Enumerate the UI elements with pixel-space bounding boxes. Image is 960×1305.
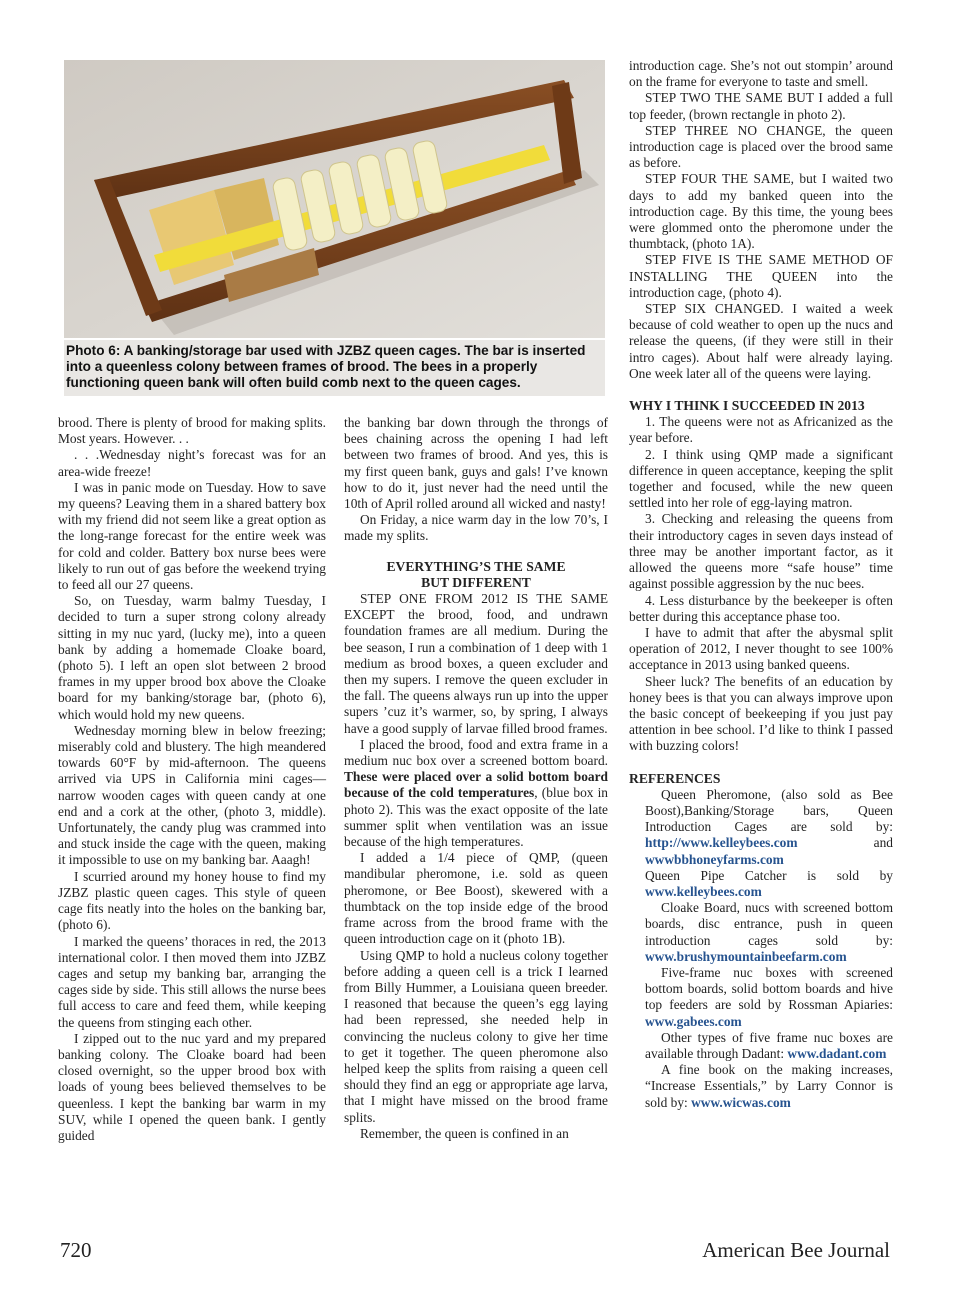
list-item: 1. The queens were not as Africanized as the year before. [629,414,893,446]
text-run: Cloake Board, nucs with screened bottom boards, disc entrance, push in queen introduction cages sold by: [645,900,893,948]
paragraph: STEP FIVE IS THE SAME METHOD OF INSTALLING THE QUEEN into the introduction cage, (photo 4). [629,252,893,300]
text-run: , (blue box in photo 2). This was the exact opposite of the late summer split when ventilation was an issue because of the high temperatures. [344,785,609,850]
reference-item [629,787,893,868]
reference-link[interactable]: www.brushymountainbeefarm.com [645,948,847,964]
reference-item [629,1030,893,1062]
photo-banking-bar [64,60,605,338]
reference-link[interactable]: www.dadant.com [787,1045,887,1061]
reference-item [629,965,893,1030]
reference-link[interactable]: wwwbbhoneyfarms.com [645,851,784,867]
paragraph: I zipped out to the nuc yard and my prepared banking colony. The Cloake board had been closed overnight, so the upper brood box with loads of young bees believed themselves to be queenless. I kept the banking bar warm in my SUV, while I opened the queen bank. I gently guided [58,1030,326,1143]
text-run: Other types of five frame nuc boxes are available through Dadant: [645,1029,893,1061]
text-run: Queen Pheromone, (also sold as Bee Boost),Banking/Storage bars, Queen Introduction Cages are sold by: [645,786,893,835]
paragraph: brood. There is plenty of brood for making splits. Most years. However. . . [58,415,326,447]
paragraph: STEP ONE FROM 2012 IS THE SAME EXCEPT the brood, food, and undrawn foundation frames are all medium. During the bee season, I run a combination of 1 deep with 1 medium as brood boxes, a queen excluder and then my supers. I remove the queen excluder in the fall. The queens always run up into the upper supers ’cuz it’s warmer, so, by spring, I always have a good supply of larvae filled brood frames. [344,591,608,736]
paragraph: Wednesday morning blew in below freezing; miserably cold and blustery. The high meandered towards 60°F by mid-afternoon. The queens arrived via UPS in California mini cages—narrow wooden cages with queen candy at one end and a cork at the other, (photo 3, middle). Unfortunately, the candy plug was crammed into and stuck inside the cage with the queen, making it impossible to use on my banking bar. Aaagh! [58,722,326,868]
paragraph: . . .Wednesday night’s forecast was for an area-wide freeze! [58,447,326,479]
reference-item [629,868,893,900]
reference-item [629,900,893,965]
reference-link[interactable]: www.gabees.com [645,1013,742,1029]
paragraph: Remember, the queen is confined in an [360,1125,569,1141]
list-item: 2. I think using QMP made a significant difference in queen acceptance, keeping the split together and focused, while the new queen settled into her role of egg-laying matron. [629,446,893,511]
references-heading: REFERENCES [629,770,721,786]
page-number: 720 [60,1238,92,1262]
paragraph: STEP FOUR THE SAME, but I waited two days to add my banked queen into the introduction cage. By this time, the young bees were glommed onto the pheromone under the thumbtack, (photo 1A). [629,171,893,252]
paragraph: I marked the queens’ thoraces in red, the 2013 international color. I then moved them into JZBZ cages and setup my banking bar, arranging the cages side by side. This still allows the nurse bees full access to care and feed them, while keeping the queens from stinging each other. [58,933,326,1030]
text-run: A fine book on the making increases, “Increase Essentials,” by Larry Connor is sold by: [645,1062,893,1110]
column-1 [58,415,326,1144]
paragraph: introduction cage. She’s not out stompin’ around on the frame for everyone to taste and smell. [629,58,893,90]
paragraph: the banking bar down through the throngs of bees chaining across the opening I had left between two frames of brood. And yes, this is my first queen bank, guys and gals! I’ve known how to do it, just never had the need until the 10th of April rolled around all wicked and nasty! [344,415,608,512]
paragraph: STEP TWO THE SAME BUT I added a full top feeder, (brown rectangle in photo 2). [629,90,893,122]
reference-item [629,1062,893,1111]
paragraph: STEP THREE NO CHANGE, the queen introduction cage is placed over the brood same as before. [629,122,893,171]
text-run: and [797,835,893,851]
text-run: I placed the brood, food and extra frame in a medium nuc box over a screened bottom board. [344,736,608,769]
reference-link[interactable]: www.wicwas.com [691,1094,791,1110]
photo-caption: Photo 6: A banking/storage bar used with JZBZ queen cages. The bar is inserted into a queenless colony between frames of brood. The bees in a properly functioning queen bank will often build comb next to the queen cages. [64,340,605,396]
list-item: 3. Checking and releasing the queens from their introductory cages in seven days instead of three may be another important factor, as it allowed the queens more “safe house” time against possible aggression by the nuc bees. [629,511,893,592]
paragraph: I added a 1/4 piece of QMP, (queen mandibular pheromone, i.e. sold as queen pheromone, or Bee Boost), skewered with a thumbtack on the top inside edge of the brood frame across from the brood frame with the queen introduction cage on it (photo 1B). [344,850,608,947]
column-3 [629,58,893,1111]
banking-bar-illustration [64,60,605,338]
list-item: 4. Less disturbance by the beekeeper is often better during this acceptance phase too. [629,592,893,624]
paragraph: I scurried around my honey house to find my JZBZ plastic queen cages. This style of queen cage fits neatly into the holes on the banking bar, (photo 6). [58,868,326,933]
paragraph: On Friday, a nice warm day in the low 70’s, I made my splits. [344,512,608,544]
section-heading: WHY I THINK I SUCCEEDED IN 2013 [629,398,865,414]
text-run: Five-frame nuc boxes with screened bottom boards, solid bottom boards and hive top feeders are sold by Rossman Apiaries: [645,964,893,1013]
paragraph: So, on Tuesday, warm balmy Tuesday, I decided to turn a super strong colony already sitting in my nuc yard, (lucky me), into a queen bank by adding a homemade Cloake board, (photo 5). I left an open slot between 2 brood frames in my upper brood box above the Cloake board for my banking/storage bar, (photo 6), which would hold my new queens. [58,593,326,722]
text-run: Queen Pipe Catcher is sold by [645,867,893,883]
journal-title: American Bee Journal [702,1238,890,1262]
heading-line: EVERYTHING’S THE SAME [386,558,566,574]
section-heading [344,559,608,591]
paragraph: I was in panic mode on Tuesday. How to save my queens? Leaving them in a shared battery box with my friend did not seem like a great option as the long-range forecast for the entire week was for cold and colder. Battery box nurse bees were likely to run out of gas before the weekend trying to feed all our 27 queens. [58,479,326,593]
paragraph: Using QMP to hold a nucleus colony together before adding a queen cell is a trick I learned from Billy Hummer, a Louisiana queen breeder. I reasoned that because the queen’s egg laying had been repressed, she needed help in convincing the nucleus colony to give her time to get it together. The queen pheromone also helped keep the splits from raising a queen cell should they find an egg or appropriate age larva, that I might have missed on the brood frame splits. [344,947,608,1125]
column-2 [344,415,608,1142]
paragraph: I have to admit that after the abysmal split operation of 2012, I never thought to see 100% acceptance in 2013 using banked queens. [629,624,893,673]
reference-link[interactable]: www.kelleybees.com [645,883,762,899]
paragraph: STEP SIX CHANGED. I waited a week because of cold weather to open up the nucs and release the queens, (if they were still in their intro cages). About half were already laying. One week later all of the queens were laying. [629,301,893,381]
paragraph: Sheer luck? The benefits of an education by honey bees is that you can always improve upon the basic concept of beekeeping if you just pay attention in bee school. I’d like to think I passed with buzzing colors! [629,673,893,754]
heading-line: BUT DIFFERENT [421,574,531,590]
paragraph [344,737,608,850]
reference-link[interactable]: http://www.kelleybees.com [645,835,798,851]
bold-text: These were placed over a solid bottom board because of the cold temperatures [344,769,608,801]
